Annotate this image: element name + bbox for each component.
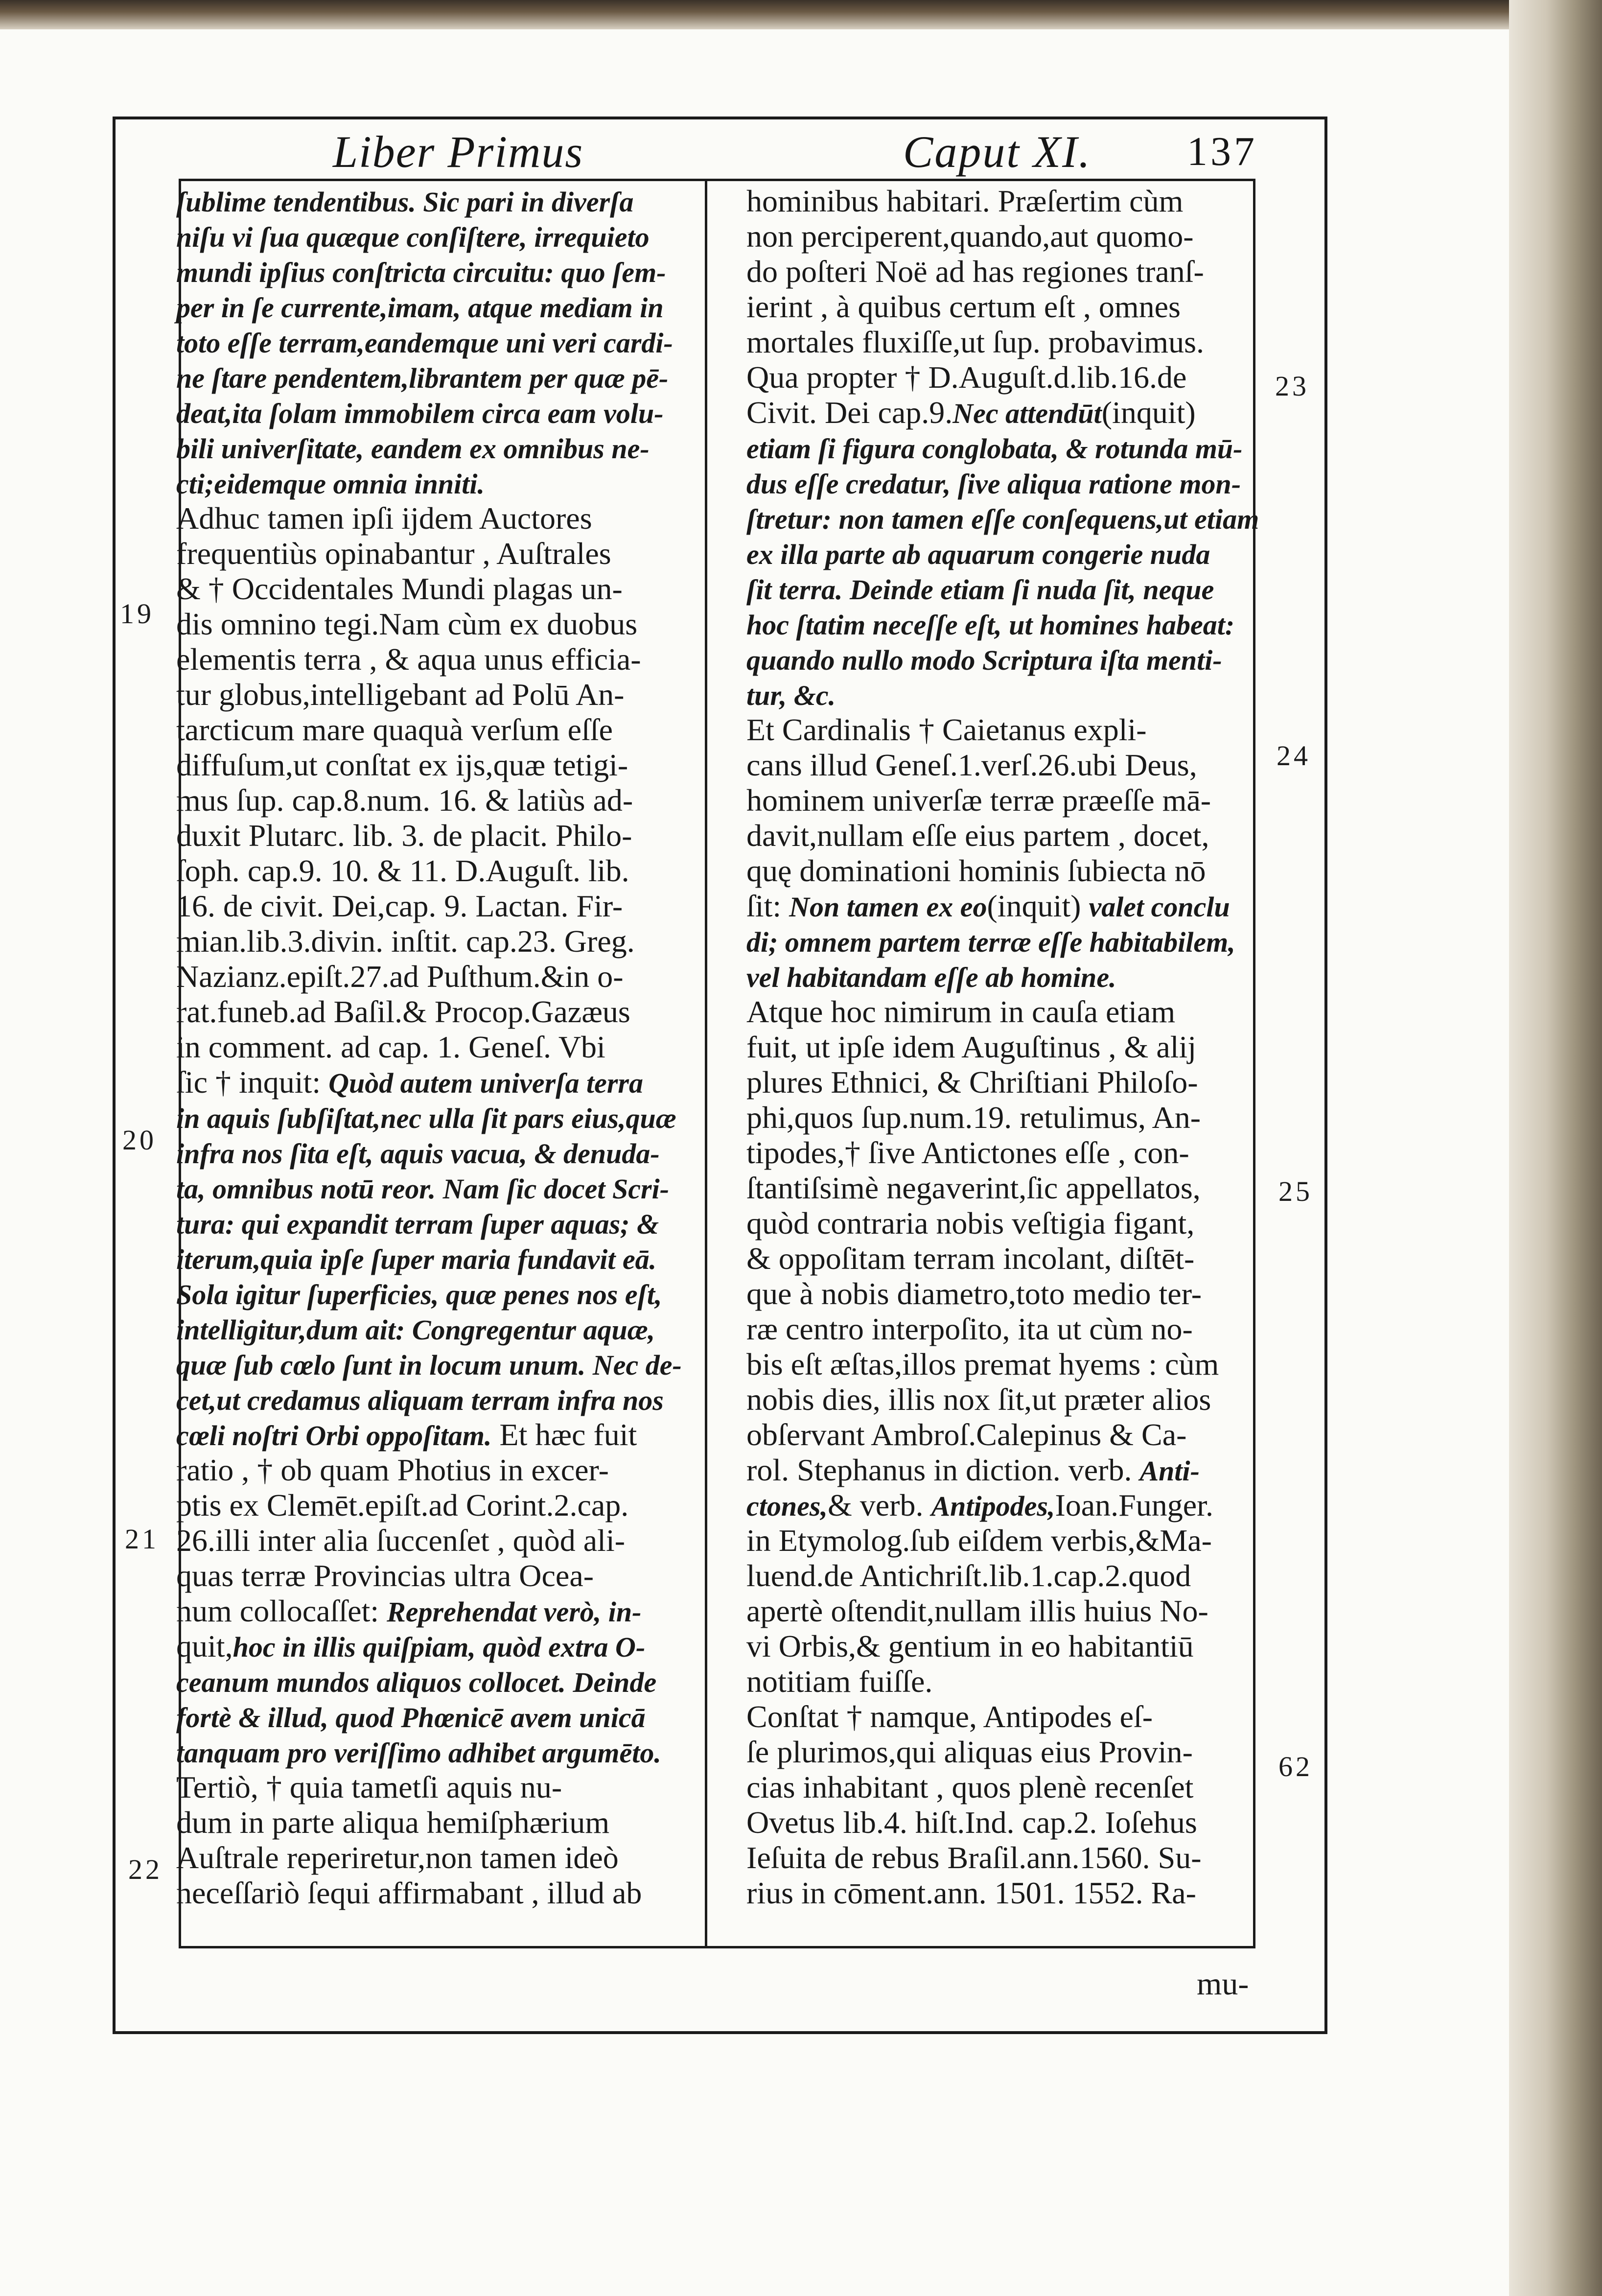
roman-text-run: Civit. Dei cap.9. <box>746 395 953 430</box>
book-fore-edge <box>1509 0 1602 2296</box>
italic-text-run: Quòd autem univerſa terra <box>328 1067 643 1099</box>
roman-text-run: (inquit) <box>987 889 1089 923</box>
text-line <box>746 395 1246 430</box>
left-text-column <box>176 184 700 1911</box>
margin-number-23: 23 <box>1275 370 1309 402</box>
roman-text-run: quòd contraria nobis veſtigia figant, <box>746 1206 1195 1241</box>
text-line <box>746 1699 1246 1734</box>
text-line <box>176 1629 700 1664</box>
roman-text-run: mortales fluxiſſe,ut ſup. probavimus. <box>746 325 1204 359</box>
text-line <box>176 677 700 712</box>
roman-text-run: Et hæc fuit <box>491 1417 637 1452</box>
italic-text-run: Sola igitur ſuperficies, quæ penes nos eſt, <box>176 1279 662 1311</box>
roman-text-run: tarcticum mare quaquà verſum eſſe <box>176 712 613 747</box>
roman-text-run: Adhuc tamen ipſi ijdem Auctores <box>176 501 592 536</box>
italic-text-run: ex illa parte ab aquarum congerie nuda <box>746 539 1210 570</box>
italic-text-run: tanquam pro veriſſimo adhibet argumēto. <box>176 1737 661 1769</box>
roman-text-run: quas terræ Provincias ultra Ocea- <box>176 1558 594 1593</box>
roman-text-run: & oppoſitam terram incolant, diſtēt- <box>746 1241 1195 1276</box>
italic-text-run: hoc in illis quiſpiam, quòd extra O- <box>232 1631 646 1663</box>
text-line <box>176 1875 700 1911</box>
text-line <box>746 1558 1246 1593</box>
roman-text-run: nobis dies, illis nox ſit,ut præter alios <box>746 1382 1211 1417</box>
roman-text-run: Ieſuita de rebus Braſil.ann.1560. Su- <box>746 1840 1202 1875</box>
roman-text-run: ierint , à quibus certum eſt , omnes <box>746 289 1181 324</box>
text-line <box>746 501 1259 536</box>
text-line <box>746 1664 1246 1699</box>
text-line <box>176 466 700 501</box>
text-line <box>746 783 1246 818</box>
roman-text-run: 26.illi inter alia ſuccenſet , quòd ali- <box>176 1523 626 1558</box>
roman-text-run: plures Ethnici, & Chriſtiani Philoſo- <box>746 1065 1198 1100</box>
italic-text-run: Antipodes, <box>931 1490 1055 1522</box>
italic-text-run: dus eſſe credatur, ſive aliqua ratione mon- <box>746 468 1241 500</box>
roman-text-run: rat.funeb.ad Baſil.& Procop.Gazæus <box>176 994 630 1029</box>
roman-text-run: Nazianz.epiſt.27.ad Puſthum.&in o- <box>176 959 624 994</box>
text-line <box>176 994 700 1030</box>
text-line <box>746 1312 1246 1347</box>
italic-text-run: ne ſtare pendentem,librantem per quæ pē- <box>176 362 669 394</box>
header-book-title: Liber Primus <box>333 127 584 177</box>
right-text-column <box>746 184 1259 1911</box>
text-line <box>176 1135 700 1171</box>
text-line <box>746 360 1246 395</box>
italic-text-run: Anti- <box>1139 1455 1200 1487</box>
text-line <box>176 571 700 607</box>
italic-text-run: vel habitandam eſſe ab homine. <box>746 961 1116 993</box>
text-line <box>746 712 1246 748</box>
roman-text-run: ſtantiſsimè negaverint,ſic appellatos, <box>746 1171 1201 1205</box>
roman-text-run: (inquit) <box>1101 395 1196 430</box>
roman-text-run: 16. de civit. Dei,cap. 9. Lactan. Fir- <box>176 889 623 923</box>
italic-text-run: ſit terra. Deinde etiam ſi nuda ſit, neque <box>746 574 1214 606</box>
roman-text-run: ræ centro interpoſito, ita ut cùm no- <box>746 1312 1193 1346</box>
text-line <box>176 219 700 254</box>
text-line <box>176 1593 700 1629</box>
italic-text-run: di; omnem partem terræ eſſe habitabilem, <box>746 926 1235 958</box>
italic-text-run: valet conclu <box>1089 891 1230 923</box>
roman-text-run: rol. Stephanus in diction. verb. <box>746 1453 1140 1487</box>
italic-text-run: etiam ſi figura conglobata, & rotunda mū- <box>746 433 1243 465</box>
roman-text-run: phi,quos ſup.num.19. retulimus, An- <box>746 1100 1201 1135</box>
column-separator <box>705 179 707 1946</box>
text-line <box>176 184 700 219</box>
roman-text-run: Conſtat † namque, Antipodes eſ- <box>746 1699 1153 1734</box>
roman-text-run: & † Occidentales Mundi plagas un- <box>176 571 623 606</box>
roman-text-run: non perciperent,quando,aut quomo- <box>746 219 1194 254</box>
running-header <box>113 120 1322 176</box>
text-line <box>746 642 1246 677</box>
italic-text-run: cti;eidemque omnia inniti. <box>176 468 485 500</box>
text-line <box>746 571 1246 607</box>
text-line <box>176 1206 700 1241</box>
text-line <box>176 1805 700 1840</box>
roman-text-run: quę dominationi hominis ſubiecta nō <box>746 853 1206 888</box>
roman-text-run: hominibus habitari. Præſertim cùm <box>746 184 1184 218</box>
text-line <box>746 1453 1246 1488</box>
margin-number-22: 22 <box>128 1853 163 1885</box>
roman-text-run: dum in parte aliqua hemiſphærium <box>176 1805 610 1840</box>
italic-text-run: Nec attendūt <box>952 398 1102 429</box>
page-number: 137 <box>1187 129 1257 174</box>
text-line <box>176 712 700 748</box>
roman-text-run: obſervant Ambroſ.Calepinus & Ca- <box>746 1417 1187 1452</box>
text-line <box>746 1770 1246 1805</box>
text-line <box>746 994 1246 1030</box>
roman-text-run: que à nobis diametro,toto medio ter- <box>746 1276 1202 1311</box>
text-line <box>176 325 700 360</box>
roman-text-run: num collocaſſet: <box>176 1593 387 1628</box>
catchword: mu- <box>1197 1966 1249 2002</box>
italic-text-run: ctones, <box>746 1490 828 1522</box>
text-line <box>746 289 1246 325</box>
italic-text-run: bili univerſitate, eandem ex omnibus ne- <box>176 433 650 465</box>
roman-text-run: neceſſariò ſequi affirmabant , illud ab <box>176 1875 642 1910</box>
roman-text-run: dis omnino tegi.Nam cùm ex duobus <box>176 607 638 641</box>
roman-text-run: ſit: <box>746 889 789 923</box>
roman-text-run: fuit, ut ipſe idem Auguſtinus , & alij <box>746 1030 1197 1064</box>
roman-text-run: davit,nullam eſſe eius partem , docet, <box>746 818 1209 853</box>
roman-text-run: tipodes,† ſive Antictones eſſe , con- <box>746 1135 1189 1170</box>
roman-text-run: mian.lib.3.divin. inſtit. cap.23. Greg. <box>176 924 635 959</box>
italic-text-run: cœli noſtri Orbi oppoſitam. <box>176 1420 492 1452</box>
text-line <box>746 1030 1246 1065</box>
roman-text-run: Atque hoc nimirum in cauſa etiam <box>746 994 1176 1029</box>
text-line <box>746 1347 1246 1382</box>
text-line <box>176 1770 700 1805</box>
italic-text-run: ſublime tendentibus. Sic pari in diverſa <box>176 186 634 218</box>
roman-text-run: duxit Plutarc. lib. 3. de placit. Philo- <box>176 818 632 853</box>
italic-text-run: deat,ita ſolam immobilem circa eam volu- <box>176 398 664 429</box>
margin-number-24: 24 <box>1277 740 1311 772</box>
italic-text-run: cet,ut credamus aliquam terram infra nos <box>176 1384 664 1416</box>
text-line <box>746 1488 1246 1523</box>
text-line <box>746 924 1246 959</box>
italic-text-run: quæ ſub cœlo ſunt in locum unum. Nec de- <box>176 1349 682 1381</box>
book-top-edge <box>0 0 1602 29</box>
text-line <box>746 1417 1246 1453</box>
roman-text-run: tur globus,intelligebant ad Polū An- <box>176 677 625 712</box>
italic-text-run: niſu vi ſua quæque conſiſtere, irrequieto <box>176 221 650 253</box>
text-line <box>176 1734 700 1770</box>
text-line <box>176 1453 700 1488</box>
roman-text-run: ſe plurimos,qui aliquas eius Provin- <box>746 1734 1193 1769</box>
roman-text-run: & verb. <box>827 1488 931 1523</box>
text-line <box>746 1875 1246 1911</box>
italic-text-run: quando nullo modo Scriptura iſta menti- <box>746 644 1222 676</box>
roman-text-run: diffuſum,ut conſtat ex ijs,quæ tetigi- <box>176 748 628 782</box>
roman-text-run: elementis terra , & aqua unus efficia- <box>176 642 641 677</box>
italic-text-run: ta, omnibus notū reor. Nam ſic docet Scri- <box>176 1173 670 1205</box>
text-line <box>176 536 700 571</box>
margin-number-25: 25 <box>1278 1175 1313 1207</box>
text-line <box>746 1629 1246 1664</box>
text-line <box>176 1558 700 1593</box>
roman-text-run: vi Orbis,& gentium in eo habitantiū <box>746 1629 1194 1663</box>
margin-number-62: 62 <box>1278 1751 1313 1782</box>
italic-text-run: in aquis ſubſiſtat,nec ulla ſit pars eius,quæ <box>176 1102 676 1134</box>
header-chapter-title: Caput XI. <box>903 127 1091 177</box>
text-line <box>746 466 1246 501</box>
margin-number-21: 21 <box>125 1523 159 1555</box>
text-line <box>746 1805 1246 1840</box>
text-line <box>746 325 1246 360</box>
text-line <box>746 818 1246 853</box>
italic-text-run: mundi ipſius conſtricta circuitu: quo ſem- <box>176 257 666 288</box>
text-line <box>746 1135 1246 1171</box>
text-line <box>176 959 700 994</box>
text-line <box>746 889 1246 924</box>
text-line <box>176 889 700 924</box>
roman-text-run: mus ſup. cap.8.num. 16. & latiùs ad- <box>176 783 633 818</box>
text-line <box>176 254 700 289</box>
text-line <box>176 1030 700 1065</box>
text-line <box>176 395 700 430</box>
roman-text-run: quit, <box>176 1629 233 1663</box>
text-line <box>746 1241 1246 1276</box>
italic-text-run: ceanum mundos aliquos collocet. Deinde <box>176 1666 657 1698</box>
roman-text-run: cans illud Geneſ.1.verſ.26.ubi Deus, <box>746 748 1197 782</box>
roman-text-run: Tertiò, † quia tametſi aquis nu- <box>176 1770 562 1804</box>
text-line <box>746 1593 1246 1629</box>
text-line <box>746 254 1246 289</box>
text-line <box>746 1065 1246 1100</box>
text-line <box>746 184 1246 219</box>
text-line <box>746 607 1246 642</box>
text-line <box>746 1276 1246 1312</box>
text-line <box>746 430 1246 466</box>
text-line <box>176 1840 700 1875</box>
italic-text-run: fortè & illud, quod Phœnicē avem unicā <box>176 1702 646 1734</box>
text-line <box>746 219 1246 254</box>
text-line <box>176 748 700 783</box>
italic-text-run: Reprehendat verò, in- <box>387 1596 642 1628</box>
text-line <box>746 1171 1246 1206</box>
roman-text-run: ratio , † ob quam Photius in excer- <box>176 1453 609 1487</box>
margin-number-20: 20 <box>122 1124 157 1156</box>
text-line <box>176 607 700 642</box>
roman-text-run: ptis ex Clemēt.epiſt.ad Corint.2.cap. <box>176 1488 629 1523</box>
text-line <box>176 1312 700 1347</box>
text-line <box>176 360 700 395</box>
italic-text-run: infra nos ſita eſt, aquis vacua, & denuda- <box>176 1138 660 1170</box>
roman-text-run: ſoph. cap.9. 10. & 11. D.Auguſt. lib. <box>176 853 629 888</box>
text-line <box>746 853 1246 889</box>
text-line <box>746 959 1246 994</box>
text-line <box>176 1241 700 1276</box>
text-line <box>176 642 700 677</box>
italic-text-run: intelligitur,dum ait: Congregentur aquæ, <box>176 1314 655 1346</box>
roman-text-run: luend.de Antichriſt.lib.1.cap.2.quod <box>746 1558 1191 1593</box>
roman-text-run: bis eſt æſtas,illos premat hyems : cùm <box>746 1347 1219 1382</box>
italic-text-run: per in ſe currente,imam, atque mediam in <box>176 292 664 324</box>
text-line <box>746 536 1246 571</box>
margin-number-19: 19 <box>120 598 154 630</box>
text-line <box>746 1382 1246 1417</box>
italic-text-run: tur, &c. <box>746 679 836 711</box>
roman-text-run: in Etymolog.ſub eiſdem verbis,&Ma- <box>746 1523 1212 1558</box>
text-line <box>746 1734 1246 1770</box>
text-line <box>176 924 700 959</box>
text-line <box>176 853 700 889</box>
text-line <box>176 501 700 536</box>
text-line <box>746 1206 1246 1241</box>
italic-text-run: hoc ſtatim neceſſe eſt, ut homines habeat: <box>746 609 1235 641</box>
roman-text-run: ſic † inquit: <box>176 1065 329 1100</box>
text-line <box>746 1100 1246 1135</box>
roman-text-run: apertè oſtendit,nullam illis huius No- <box>746 1593 1208 1628</box>
roman-text-run: Ovetus lib.4. hiſt.Ind. cap.2. Ioſehus <box>746 1805 1197 1840</box>
text-line <box>746 1523 1246 1558</box>
roman-text-run: Et Cardinalis † Caietanus expli- <box>746 712 1147 747</box>
text-line <box>176 1100 700 1135</box>
italic-text-run: ſtretur: non tamen eſſe conſequens,ut etiam <box>746 503 1259 535</box>
roman-text-run: in comment. ad cap. 1. Geneſ. Vbi <box>176 1030 605 1064</box>
roman-text-run: cias inhabitant , quos plenè recenſet <box>746 1770 1194 1804</box>
text-line <box>176 430 700 466</box>
text-line <box>176 1276 700 1312</box>
text-line <box>176 1417 700 1453</box>
text-line <box>176 1171 700 1206</box>
italic-text-run: tura: qui expandit terram ſuper aquas; & <box>176 1208 659 1240</box>
text-line <box>176 289 700 325</box>
text-line <box>176 818 700 853</box>
text-line <box>176 1382 700 1417</box>
roman-text-run: notitiam fuiſſe. <box>746 1664 933 1699</box>
text-line <box>176 1347 700 1382</box>
text-line <box>176 1523 700 1558</box>
text-line <box>176 1488 700 1523</box>
roman-text-run: do poſteri Noë ad has regiones tranſ- <box>746 254 1204 289</box>
text-line <box>746 1840 1246 1875</box>
roman-text-run: Auſtrale reperiretur,non tamen ideò <box>176 1840 619 1875</box>
roman-text-run: frequentiùs opinabantur , Auſtrales <box>176 536 611 571</box>
italic-text-run: iterum,quia ipſe ſuper maria fundavit eā. <box>176 1243 657 1275</box>
roman-text-run: hominem univerſæ terræ præeſſe mā- <box>746 783 1211 818</box>
text-line <box>176 1664 700 1699</box>
text-line <box>176 783 700 818</box>
italic-text-run: Non tamen ex eo <box>789 891 987 923</box>
roman-text-run: Ioan.Funger. <box>1055 1488 1213 1523</box>
roman-text-run: rius in cōment.ann. 1501. 1552. Ra- <box>746 1875 1196 1910</box>
italic-text-run: toto eſſe terram,eandemque uni veri cardi- <box>176 327 673 359</box>
text-line <box>746 748 1246 783</box>
text-line <box>746 677 1246 712</box>
text-line <box>176 1699 700 1734</box>
text-line <box>176 1065 700 1100</box>
roman-text-run: Qua propter † D.Auguſt.d.lib.16.de <box>746 360 1187 395</box>
